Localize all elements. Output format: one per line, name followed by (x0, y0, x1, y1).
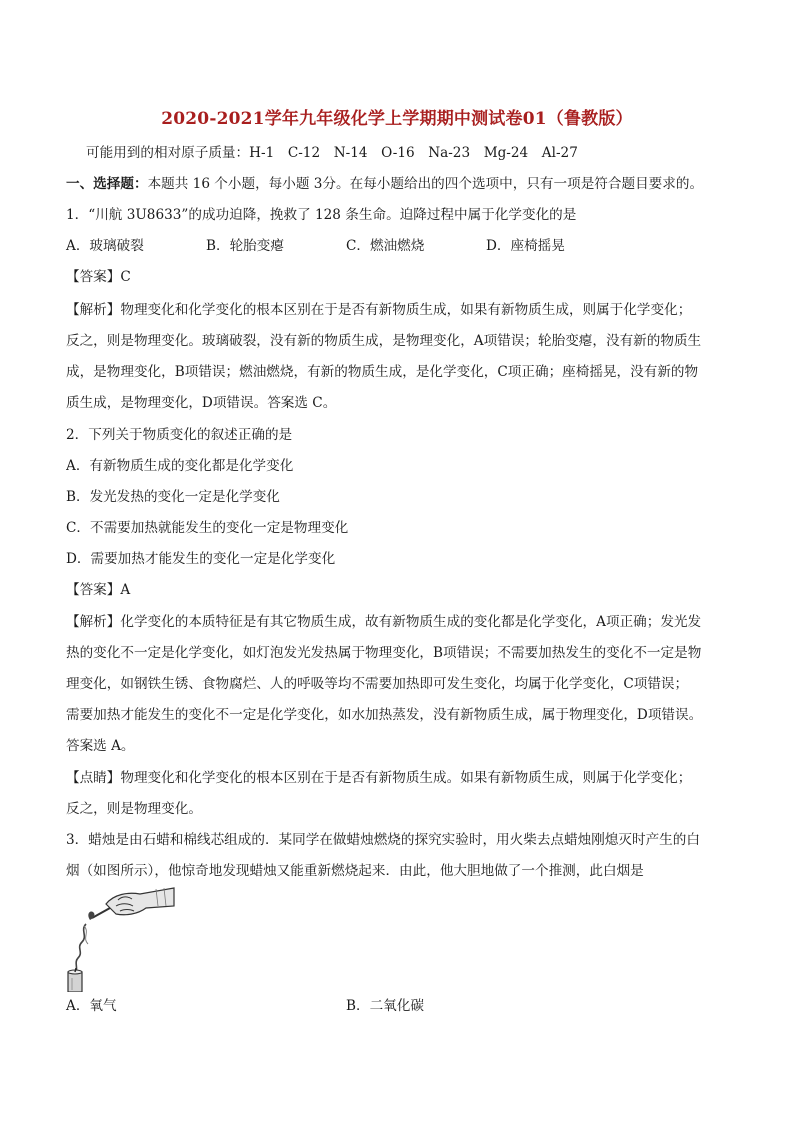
q2-analysis-line: 需要加热才能发生的变化不一定是化学变化，如水加热蒸发，没有新物质生成，属于物理变化，D项错误。 (66, 707, 703, 723)
q1-option-a: A．玻璃破裂 (66, 238, 144, 254)
q1-option-b: B．轮胎变瘪 (206, 238, 284, 254)
q1-analysis-line: 【解析】物理变化和化学变化的根本区别在于是否有新物质生成，如果有新物质生成，则属于化学变化； (66, 302, 692, 318)
q1-stem: 1．“川航 3U8633”的成功迫降，挽救了 128 条生命。迫降过程中属于化学变化的是 (66, 207, 577, 223)
q1-option-d: D．座椅摇晃 (486, 238, 565, 254)
q2-tip-line: 【点睛】物理变化和化学变化的根本区别在于是否有新物质生成。如果有新物质生成，则属于化学变化； (66, 770, 692, 786)
q1-analysis-line: 成，是物理变化，B项错误；燃油燃烧，有新的物质生成，是化学变化，C项正确；座椅摇晃，没有新的物 (66, 364, 699, 380)
section1-instructions: 本题共 16 个小题，每小题 3分。在每小题给出的四个选项中，只有一项是符合题目要求的。 (147, 176, 704, 192)
q3-options (66, 996, 736, 1016)
q1-answer: 【答案】C (66, 269, 131, 285)
q2-analysis-line: 【解析】化学变化的本质特征是有其它物质生成，故有新物质生成的变化都是化学变化，A项正确；发光发 (66, 614, 702, 630)
section1-heading: 一、选择题： (66, 176, 148, 192)
candle-relight-figure (66, 884, 176, 992)
q1-analysis-line: 反之，则是物理变化。玻璃破裂，没有新的物质生成，是物理变化，A项错误；轮胎变瘪，没有新的物质生 (66, 333, 702, 349)
q2-option-c: C．不需要加热就能发生的变化一定是物理变化 (66, 520, 349, 536)
q2-stem: 2．下列关于物质变化的叙述正确的是 (66, 427, 293, 443)
q2-analysis-line: 热的变化不一定是化学变化，如灯泡发光发热属于物理变化，B项错误；不需要加热发生的变化不一定是物 (66, 645, 702, 661)
q2-option-a: A．有新物质生成的变化都是化学变化 (66, 458, 294, 474)
page-title: 2020-2021学年九年级化学上学期期中测试卷01（鲁教版） (161, 109, 633, 129)
q1-option-c: C．燃油燃烧 (346, 238, 425, 254)
q3-option-b: B．二氧化碳 (346, 998, 424, 1014)
q3-stem-line: 3．蜡烛是由石蜡和棉线芯组成的．某同学在做蜡烛燃烧的探究实验时，用火柴去点蜡烛刚熄灭时产生的白 (66, 832, 700, 848)
q2-option-d: D．需要加热才能发生的变化一定是化学变化 (66, 551, 336, 567)
q3-stem-line: 烟（如图所示），他惊奇地发现蜡烛又能重新燃烧起来．由此，他大胆地做了一个推测，此白烟是 (66, 863, 644, 879)
q2-option-b: B．发光发热的变化一定是化学变化 (66, 489, 280, 505)
q2-tip-line: 反之，则是物理变化。 (66, 801, 202, 817)
q3-option-a: A．氧气 (66, 998, 117, 1014)
q2-analysis-line: 理变化，如钢铁生锈、食物腐烂、人的呼吸等均不需要加热即可发生变化，均属于化学变化，C项错误； (66, 676, 689, 692)
q2-analysis-line: 答案选 A。 (66, 738, 135, 754)
q2-answer: 【答案】A (66, 582, 131, 598)
q1-options (66, 236, 736, 256)
atomic-mass-line: 可能用到的相对原子质量：H-1 C-12 N-14 O-16 Na-23 Mg-24 Al-27 (86, 145, 578, 161)
section1-header (66, 174, 736, 194)
q1-analysis-line: 质生成，是物理变化，D项错误。答案选 C。 (66, 395, 337, 411)
